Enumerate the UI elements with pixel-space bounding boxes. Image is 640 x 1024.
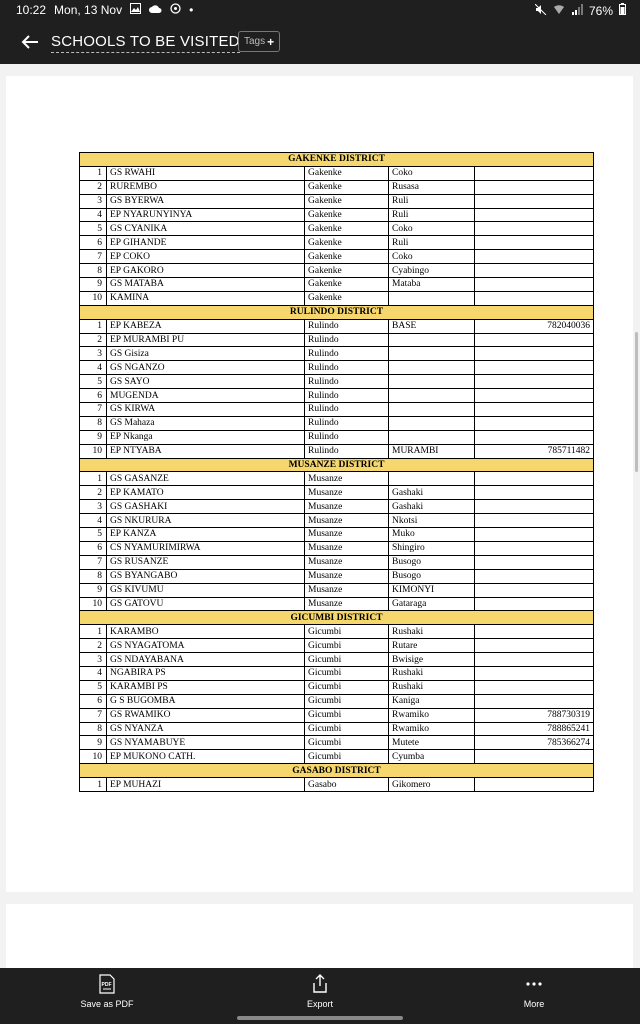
table-row (80, 722, 594, 736)
back-arrow-icon[interactable] (18, 30, 42, 54)
sector-cell: Ruli (389, 208, 475, 222)
row-number-cell: 6 (80, 541, 107, 555)
district-cell: Rulindo (305, 319, 389, 333)
sector-cell: Gashaki (389, 486, 475, 500)
school-name-cell: EP MUKONO CATH. (107, 750, 305, 764)
district-cell: Gakenke (305, 278, 389, 292)
row-number-cell: 8 (80, 264, 107, 278)
row-number-cell: 9 (80, 430, 107, 444)
sector-cell: Cyumba (389, 750, 475, 764)
school-name-cell: G S BUGOMBA (107, 694, 305, 708)
notification-dot-icon: • (189, 3, 194, 17)
phone-cell (475, 416, 594, 430)
school-name-cell: EP MURAMBI PU (107, 333, 305, 347)
status-time: 10:22 (16, 3, 47, 17)
sector-cell (389, 416, 475, 430)
district-cell: Gakenke (305, 236, 389, 250)
table-row (80, 666, 594, 680)
pdf-icon (99, 974, 115, 994)
sector-cell: Busogo (389, 555, 475, 569)
table-row (80, 514, 594, 528)
table-row (80, 333, 594, 347)
phone-cell (475, 541, 594, 555)
phone-cell (475, 430, 594, 444)
district-header-row (80, 611, 594, 625)
phone-cell (475, 389, 594, 403)
table-row (80, 236, 594, 250)
phone-cell (475, 361, 594, 375)
table-row (80, 291, 594, 305)
school-name-cell: GS NYAGATOMA (107, 639, 305, 653)
district-cell: Gakenke (305, 250, 389, 264)
school-name-cell: EP MUHAZI (107, 778, 305, 792)
phone-cell (475, 569, 594, 583)
school-name-cell: CS NYAMURIMIRWA (107, 541, 305, 555)
district-cell: Gakenke (305, 194, 389, 208)
phone-cell (475, 555, 594, 569)
phone-cell (475, 403, 594, 417)
row-number-cell: 10 (80, 444, 107, 458)
district-name: GICUMBI DISTRICT (80, 611, 594, 625)
phone-cell (475, 208, 594, 222)
table-row (80, 597, 594, 611)
more-label: More (523, 999, 545, 1009)
district-header-row (80, 153, 594, 167)
phone-cell (475, 528, 594, 542)
more-dots-icon (525, 974, 543, 994)
school-name-cell: GS NYANZA (107, 722, 305, 736)
district-name: GAKENKE DISTRICT (80, 153, 594, 167)
row-number-cell: 1 (80, 472, 107, 486)
row-number-cell: 10 (80, 291, 107, 305)
battery-level: 76% (588, 3, 613, 18)
row-number-cell: 5 (80, 528, 107, 542)
district-cell: Musanze (305, 541, 389, 555)
school-name-cell: GS RWAHI (107, 166, 305, 180)
school-name-cell: GS NDAYABANA (107, 653, 305, 667)
district-cell: Gakenke (305, 222, 389, 236)
school-name-cell: EP COKO (107, 250, 305, 264)
school-name-cell: KARAMBO (107, 625, 305, 639)
sector-cell (389, 472, 475, 486)
sector-cell (389, 333, 475, 347)
sector-cell (389, 291, 475, 305)
sector-cell: MURAMBI (389, 444, 475, 458)
table-row (80, 208, 594, 222)
mute-icon (535, 4, 547, 18)
district-cell: Gakenke (305, 208, 389, 222)
sector-cell: Gashaki (389, 500, 475, 514)
district-cell: Musanze (305, 472, 389, 486)
phone-cell: 785711482 (475, 444, 594, 458)
district-cell: Rulindo (305, 430, 389, 444)
row-number-cell: 5 (80, 680, 107, 694)
district-cell: Rulindo (305, 333, 389, 347)
district-cell: Musanze (305, 514, 389, 528)
battery-icon (619, 3, 626, 18)
table-row (80, 375, 594, 389)
phone-cell (475, 472, 594, 486)
sector-cell: Shingiro (389, 541, 475, 555)
school-name-cell: EP NYARUNYINYA (107, 208, 305, 222)
table-row (80, 347, 594, 361)
schools-table (79, 152, 594, 792)
sector-cell: Gikomero (389, 778, 475, 792)
document-title[interactable]: SCHOOLS TO BE VISITED (51, 33, 240, 53)
share-icon (312, 974, 328, 994)
table-row (80, 416, 594, 430)
table-row (80, 736, 594, 750)
row-number-cell: 7 (80, 708, 107, 722)
district-cell: Rulindo (305, 375, 389, 389)
district-cell: Rulindo (305, 416, 389, 430)
school-name-cell: GS NYAMABUYE (107, 736, 305, 750)
district-cell: Rulindo (305, 389, 389, 403)
school-name-cell: EP NTYABA (107, 444, 305, 458)
table-row (80, 778, 594, 792)
row-number-cell: 6 (80, 694, 107, 708)
add-tag-icon: + (267, 34, 275, 49)
sector-cell: Mutete (389, 736, 475, 750)
row-number-cell: 9 (80, 736, 107, 750)
table-row (80, 680, 594, 694)
sector-cell (389, 403, 475, 417)
sector-cell: KIMONYI (389, 583, 475, 597)
save-as-pdf-label: Save as PDF (80, 999, 134, 1009)
row-number-cell: 8 (80, 416, 107, 430)
table-row (80, 625, 594, 639)
save-as-pdf-button[interactable] (62, 974, 152, 1009)
row-number-cell: 10 (80, 750, 107, 764)
document-page (6, 76, 633, 892)
app-bar (0, 22, 640, 64)
sector-cell (389, 347, 475, 361)
more-button[interactable] (489, 974, 579, 1009)
row-number-cell: 1 (80, 319, 107, 333)
phone-cell: 785366274 (475, 736, 594, 750)
sector-cell: Bwisige (389, 653, 475, 667)
row-number-cell: 2 (80, 333, 107, 347)
table-row (80, 222, 594, 236)
district-header-row (80, 458, 594, 472)
row-number-cell: 9 (80, 278, 107, 292)
school-name-cell: GS BYERWA (107, 194, 305, 208)
phone-cell (475, 583, 594, 597)
row-number-cell: 5 (80, 375, 107, 389)
district-cell: Gicumbi (305, 653, 389, 667)
sector-cell: Rushaki (389, 625, 475, 639)
row-number-cell: 6 (80, 236, 107, 250)
sector-cell (389, 430, 475, 444)
district-cell: Gicumbi (305, 708, 389, 722)
table-row (80, 319, 594, 333)
row-number-cell: 4 (80, 666, 107, 680)
phone-cell (475, 486, 594, 500)
phone-cell (475, 180, 594, 194)
table-row (80, 180, 594, 194)
school-name-cell: GS GATOVU (107, 597, 305, 611)
district-cell: Musanze (305, 500, 389, 514)
sector-cell: Nkotsi (389, 514, 475, 528)
wifi-icon (553, 4, 565, 18)
row-number-cell: 3 (80, 194, 107, 208)
phone-cell: 782040036 (475, 319, 594, 333)
table-row (80, 708, 594, 722)
district-cell: Gicumbi (305, 625, 389, 639)
sector-cell: Mataba (389, 278, 475, 292)
export-label: Export (306, 999, 333, 1009)
phone-cell (475, 333, 594, 347)
district-cell: Musanze (305, 597, 389, 611)
gallery-icon (130, 3, 141, 17)
phone-cell (475, 291, 594, 305)
phone-cell (475, 375, 594, 389)
district-cell: Gicumbi (305, 750, 389, 764)
sector-cell: Rwamiko (389, 708, 475, 722)
sector-cell: Gataraga (389, 597, 475, 611)
district-cell: Gakenke (305, 291, 389, 305)
sector-cell: Rutare (389, 639, 475, 653)
document-page-next (6, 904, 633, 968)
district-cell: Musanze (305, 583, 389, 597)
table-row (80, 403, 594, 417)
phone-cell (475, 278, 594, 292)
table-row (80, 486, 594, 500)
table-row (80, 389, 594, 403)
district-cell: Musanze (305, 555, 389, 569)
school-name-cell: KAMINA (107, 291, 305, 305)
phone-cell (475, 666, 594, 680)
school-name-cell: RUREMBO (107, 180, 305, 194)
table-row (80, 166, 594, 180)
school-name-cell: GS KIVUMU (107, 583, 305, 597)
document-viewer[interactable] (0, 64, 640, 968)
district-cell: Gasabo (305, 778, 389, 792)
sector-cell: Busogo (389, 569, 475, 583)
table-row (80, 444, 594, 458)
district-cell: Rulindo (305, 444, 389, 458)
row-number-cell: 3 (80, 653, 107, 667)
sector-cell: Ruli (389, 194, 475, 208)
sector-cell: Rwamiko (389, 722, 475, 736)
phone-cell (475, 625, 594, 639)
sector-cell: Rushaki (389, 680, 475, 694)
row-number-cell: 3 (80, 347, 107, 361)
phone-cell (475, 194, 594, 208)
phone-cell (475, 750, 594, 764)
row-number-cell: 4 (80, 208, 107, 222)
sector-cell: Cyabingo (389, 264, 475, 278)
phone-cell (475, 250, 594, 264)
table-row (80, 472, 594, 486)
district-cell: Musanze (305, 486, 389, 500)
table-row (80, 528, 594, 542)
phone-cell (475, 264, 594, 278)
district-cell: Gicumbi (305, 680, 389, 694)
school-name-cell: GS CYANIKA (107, 222, 305, 236)
sector-cell: Rusasa (389, 180, 475, 194)
row-number-cell: 2 (80, 639, 107, 653)
sector-cell (389, 389, 475, 403)
phone-cell (475, 694, 594, 708)
sector-cell: Ruli (389, 236, 475, 250)
table-row (80, 264, 594, 278)
phone-cell: 788730319 (475, 708, 594, 722)
row-number-cell: 7 (80, 250, 107, 264)
school-name-cell: GS KIRWA (107, 403, 305, 417)
district-name: GASABO DISTRICT (80, 764, 594, 778)
sync-icon (170, 3, 181, 17)
school-name-cell: GS GASHAKI (107, 500, 305, 514)
tags-button[interactable] (238, 31, 280, 52)
school-name-cell: GS GASANZE (107, 472, 305, 486)
district-cell: Gicumbi (305, 736, 389, 750)
district-cell: Musanze (305, 528, 389, 542)
district-cell: Rulindo (305, 403, 389, 417)
sector-cell: Coko (389, 166, 475, 180)
sector-cell: Rushaki (389, 666, 475, 680)
school-name-cell: GS RWAMIKO (107, 708, 305, 722)
phone-cell (475, 597, 594, 611)
district-cell: Gicumbi (305, 666, 389, 680)
table-row (80, 250, 594, 264)
phone-cell (475, 653, 594, 667)
table-row (80, 500, 594, 514)
phone-cell (475, 166, 594, 180)
sector-cell (389, 375, 475, 389)
scrollbar[interactable] (635, 332, 638, 472)
phone-cell (475, 639, 594, 653)
district-cell: Musanze (305, 569, 389, 583)
school-name-cell: EP KANZA (107, 528, 305, 542)
school-name-cell: GS SAYO (107, 375, 305, 389)
sector-cell: Muko (389, 528, 475, 542)
school-name-cell: NGABIRA PS (107, 666, 305, 680)
phone-cell (475, 680, 594, 694)
district-name: MUSANZE DISTRICT (80, 458, 594, 472)
school-name-cell: EP Nkanga (107, 430, 305, 444)
district-name: RULINDO DISTRICT (80, 305, 594, 319)
table-row (80, 541, 594, 555)
status-bar (0, 0, 640, 22)
school-name-cell: MUGENDA (107, 389, 305, 403)
export-button[interactable] (275, 974, 365, 1009)
school-name-cell: GS NKURURA (107, 514, 305, 528)
school-name-cell: GS RUSANZE (107, 555, 305, 569)
sector-cell (389, 361, 475, 375)
district-cell: Rulindo (305, 361, 389, 375)
district-cell: Gakenke (305, 180, 389, 194)
row-number-cell: 4 (80, 514, 107, 528)
table-row (80, 430, 594, 444)
school-name-cell: GS Mahaza (107, 416, 305, 430)
district-cell: Rulindo (305, 347, 389, 361)
district-cell: Gakenke (305, 166, 389, 180)
phone-cell (475, 778, 594, 792)
table-row (80, 194, 594, 208)
table-row (80, 583, 594, 597)
table-row (80, 555, 594, 569)
phone-cell (475, 500, 594, 514)
row-number-cell: 1 (80, 166, 107, 180)
row-number-cell: 9 (80, 583, 107, 597)
school-name-cell: GS BYANGABO (107, 569, 305, 583)
sector-cell: BASE (389, 319, 475, 333)
district-cell: Gakenke (305, 264, 389, 278)
row-number-cell: 1 (80, 625, 107, 639)
row-number-cell: 7 (80, 555, 107, 569)
district-header-row (80, 305, 594, 319)
row-number-cell: 10 (80, 597, 107, 611)
row-number-cell: 4 (80, 361, 107, 375)
cloud-icon (149, 3, 162, 17)
row-number-cell: 2 (80, 180, 107, 194)
sector-cell: Coko (389, 222, 475, 236)
row-number-cell: 3 (80, 500, 107, 514)
phone-cell (475, 222, 594, 236)
school-name-cell: EP KABEZA (107, 319, 305, 333)
district-cell: Gicumbi (305, 694, 389, 708)
sector-cell: Kaniga (389, 694, 475, 708)
row-number-cell: 1 (80, 778, 107, 792)
phone-cell (475, 347, 594, 361)
row-number-cell: 6 (80, 389, 107, 403)
table-row (80, 361, 594, 375)
table-row (80, 750, 594, 764)
svg-text:PDF: PDF (101, 982, 112, 988)
school-name-cell: GS MATABA (107, 278, 305, 292)
table-row (80, 278, 594, 292)
row-number-cell: 8 (80, 722, 107, 736)
phone-cell (475, 236, 594, 250)
phone-cell (475, 514, 594, 528)
table-row (80, 653, 594, 667)
row-number-cell: 8 (80, 569, 107, 583)
table-row (80, 694, 594, 708)
school-name-cell: KARAMBI PS (107, 680, 305, 694)
school-name-cell: EP KAMATO (107, 486, 305, 500)
sector-cell: Coko (389, 250, 475, 264)
school-name-cell: GS NGANZO (107, 361, 305, 375)
tags-label: Tags (244, 36, 266, 47)
row-number-cell: 5 (80, 222, 107, 236)
gesture-handle (237, 1016, 403, 1020)
phone-cell: 788865241 (475, 722, 594, 736)
school-name-cell: EP GAKORO (107, 264, 305, 278)
table-row (80, 639, 594, 653)
row-number-cell: 2 (80, 486, 107, 500)
signal-icon (571, 4, 583, 18)
district-header-row (80, 764, 594, 778)
school-name-cell: GS Gisiza (107, 347, 305, 361)
school-name-cell: EP GIHANDE (107, 236, 305, 250)
status-date: Mon, 13 Nov (54, 3, 123, 17)
row-number-cell: 7 (80, 403, 107, 417)
table-row (80, 569, 594, 583)
district-cell: Gicumbi (305, 639, 389, 653)
district-cell: Gicumbi (305, 722, 389, 736)
